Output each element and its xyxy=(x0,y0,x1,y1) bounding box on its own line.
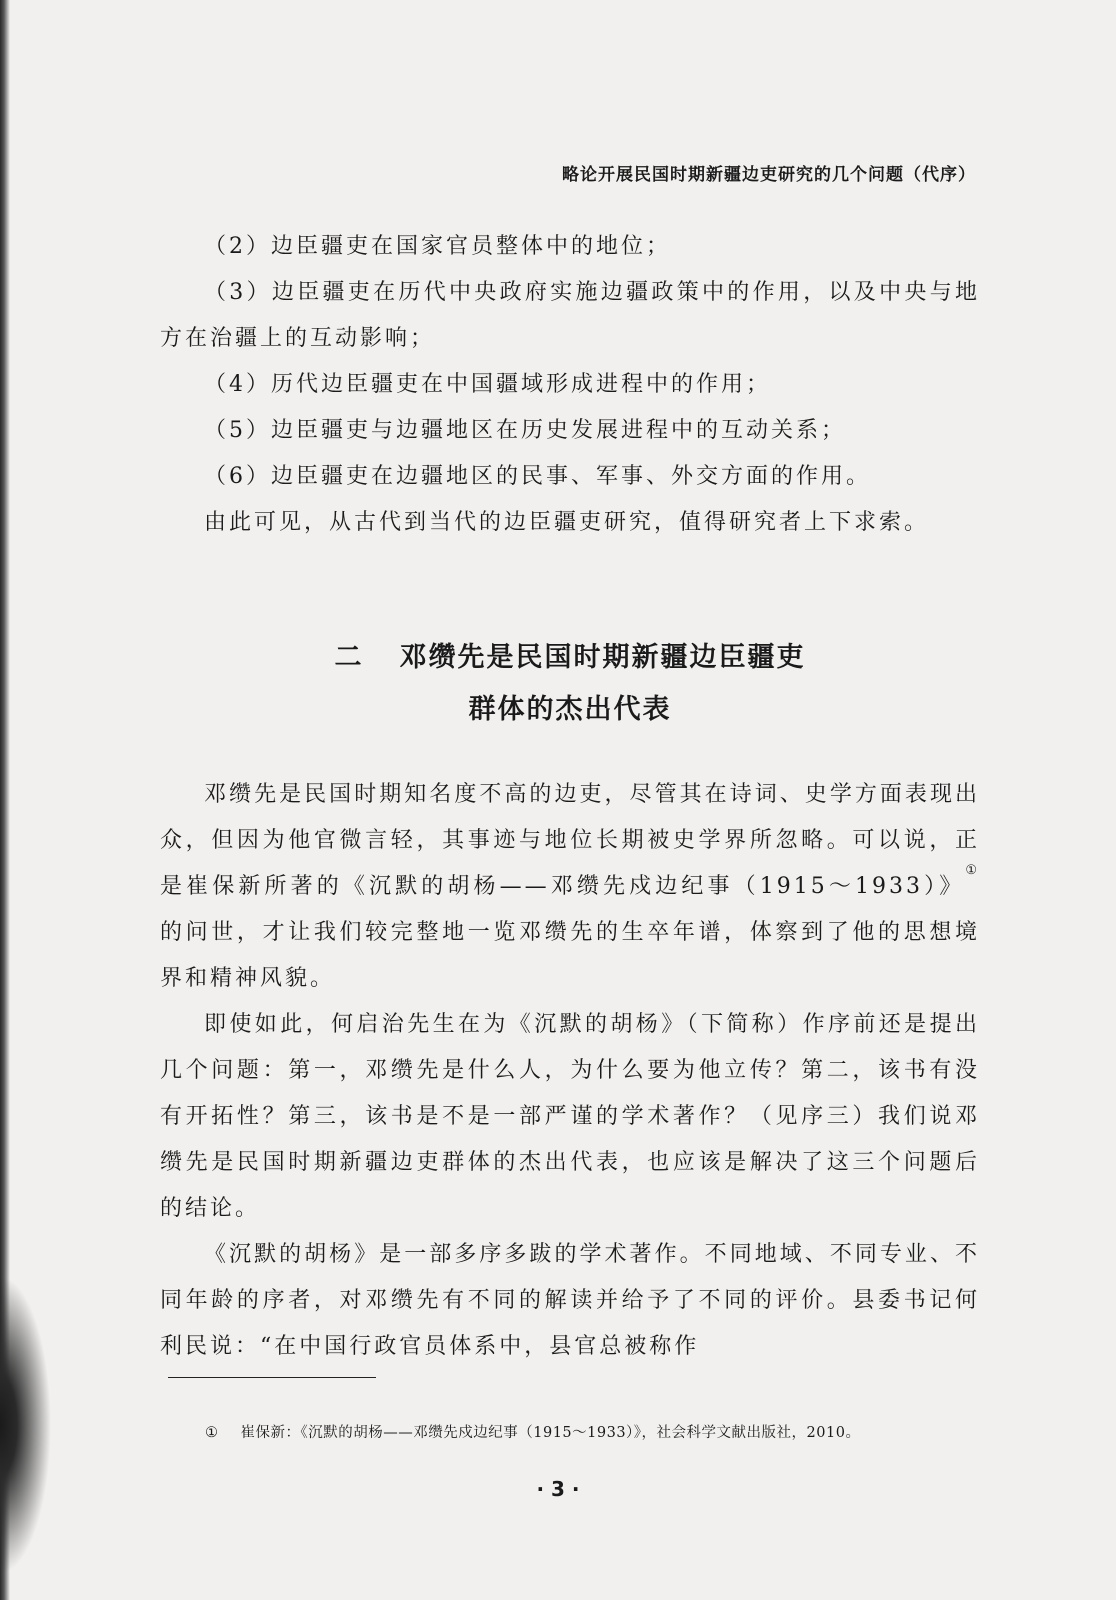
footnote-text: 崔保新：《沉默的胡杨——邓缵先戍边纪事（1915～1933）》，社会科学文献出版社，2010。 xyxy=(240,1425,861,1441)
list-section xyxy=(160,224,980,546)
section-number: 二 xyxy=(334,642,364,673)
running-header: 略论开展民国时期新疆边吏研究的几个问题（代序） xyxy=(562,165,976,185)
main-text xyxy=(160,772,980,1370)
footnote xyxy=(205,1421,995,1442)
page-number: · 3 · xyxy=(536,1477,580,1501)
list-item-4: （4）历代边臣疆吏在中国疆域形成进程中的作用； xyxy=(204,372,771,397)
paragraph-2: 即使如此，何启治先生在为《沉默的胡杨》（下简称）作序前还是提出几个问题：第一，邓缵先是什么人，为什么要为他立传？第二，该书有没有开拓性？第三，该书是不是一部严谨的学术著作？（见序三）我们说邓缵先是民国时期新疆边吏群体的杰出代表，也应该是解决了这三个问题后的结论。 xyxy=(160,1012,980,1221)
section-heading xyxy=(160,632,980,736)
paragraph-1 xyxy=(160,772,980,1002)
list-item-2: （2）边臣疆吏在国家官员整体中的地位； xyxy=(204,234,671,259)
list-item-6: （6）边臣疆吏在边疆地区的民事、军事、外交方面的作用。 xyxy=(204,464,871,489)
footnote-divider xyxy=(168,1377,376,1378)
section-title-line2: 群体的杰出代表 xyxy=(468,694,672,725)
footnote-reference[interactable]: ① xyxy=(965,863,980,878)
list-item-3: （3）边臣疆吏在历代中央政府实施边疆政策中的作用，以及中央与地方在治疆上的互动影响； xyxy=(160,280,980,351)
section-heading-line1 xyxy=(160,632,980,684)
conclusion-paragraph: 由此可见，从古代到当代的边臣疆吏研究，值得研究者上下求索。 xyxy=(204,510,930,535)
paragraph-3: 《沉默的胡杨》是一部多序多跋的学术著作。不同地域、不同专业、不同年龄的序者，对邓缵先有不同的解读并给予了不同的评价。县委书记何利民说：“在中国行政官员体系中，县官总被称作 xyxy=(160,1242,980,1359)
footnote-mark: ① xyxy=(205,1425,219,1441)
paragraph-1-part2: 的问世，才让我们较完整地一览邓缵先的生卒年谱，体察到了他的思想境界和精神风貌。 xyxy=(160,920,980,991)
section-title-line1: 邓缵先是民国时期新疆边臣疆吏 xyxy=(399,642,806,673)
paragraph-1-part1: 邓缵先是民国时期知名度不高的边吏，尽管其在诗词、史学方面表现出众，但因为他官微言轻，其事迹与地位长期被史学界所忽略。可以说，正是崔保新所著的《沉默的胡杨——邓缵先戍边纪事（1915～1933）》 xyxy=(160,782,980,899)
list-item-5: （5）边臣疆吏与边疆地区在历史发展进程中的互动关系； xyxy=(204,418,846,443)
scan-shadow xyxy=(0,1250,60,1600)
